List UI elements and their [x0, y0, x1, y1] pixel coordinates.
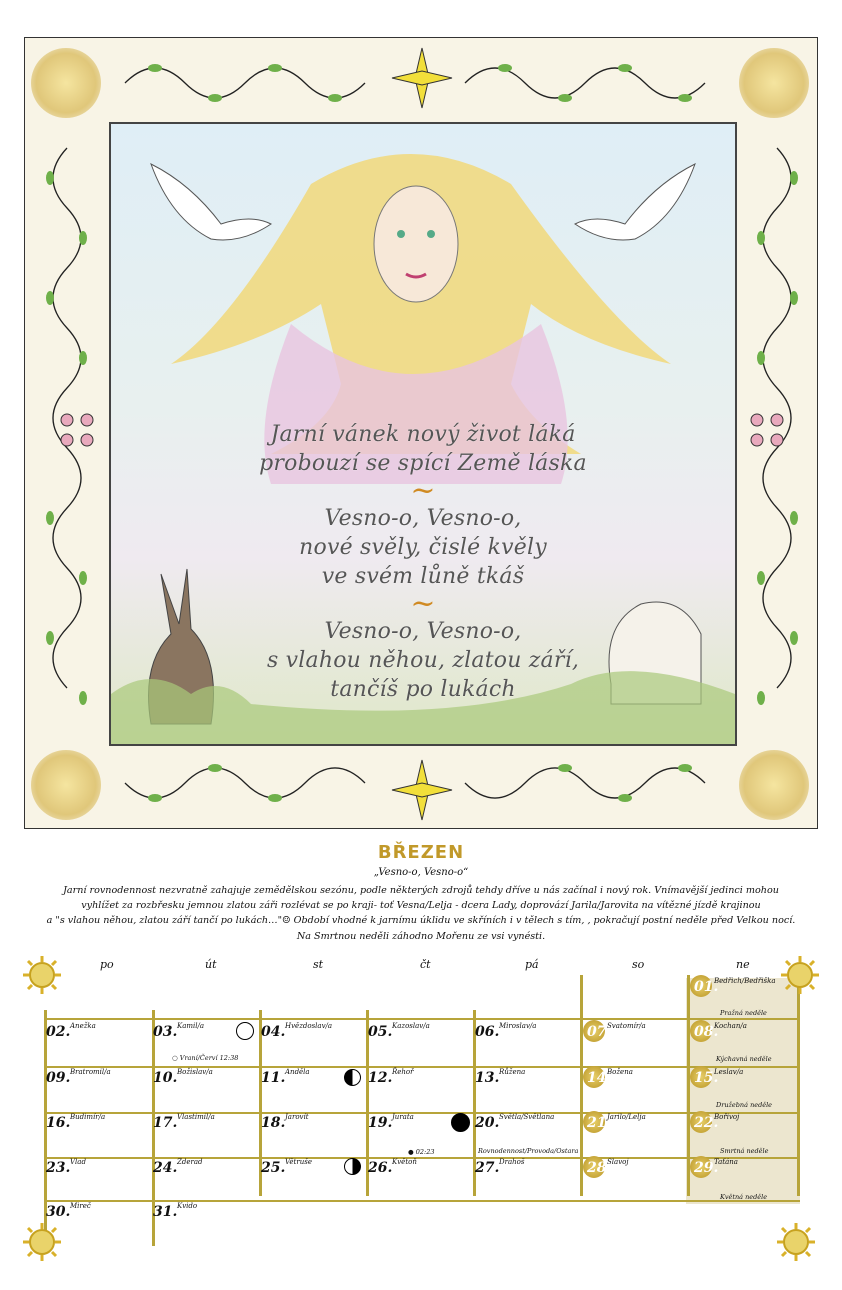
full-moon-note: ○ Vraní/Červí 12:38 — [172, 1054, 239, 1062]
poem-line: nové svěly, čislé kvěly — [299, 535, 547, 560]
sun-icon — [776, 1222, 816, 1262]
day-number: 16. — [46, 1115, 71, 1131]
day-number: 08. — [694, 1024, 719, 1040]
day-name: Květoň — [392, 1158, 417, 1166]
day-name: Miroslav/a — [499, 1022, 537, 1030]
day-cell — [153, 1066, 259, 1114]
weekday-ct: čt — [420, 958, 431, 971]
day-number: 17. — [153, 1115, 178, 1131]
day-cell — [368, 1156, 474, 1204]
day-number: 28. — [587, 1160, 612, 1176]
month-intro — [22, 883, 820, 944]
day-number: 25. — [261, 1160, 286, 1176]
day-number: 07. — [587, 1024, 612, 1040]
month-subtitle: „Vesno-o, Vesno-o“ — [373, 867, 469, 878]
day-number: 26. — [368, 1160, 393, 1176]
sunday-note: Smrtná neděle — [720, 1147, 769, 1155]
sun-face-icon — [739, 750, 809, 820]
vesna-illustration — [109, 122, 737, 746]
day-name: Vlad — [70, 1158, 86, 1166]
weekday-ne: ne — [736, 958, 750, 971]
day-number: 20. — [475, 1115, 500, 1131]
weekday-po: po — [100, 958, 114, 971]
intro-line: a "s vlahou něhou, zlatou září tančí po lukách…"☺ Období vhodné k jarnímu úklidu ve skříních i v tělech s tím, , pokračují postní neděle před Velkou nocí. — [46, 915, 796, 927]
day-number: 02. — [46, 1024, 71, 1040]
sun-icon — [22, 955, 62, 995]
day-name: Jarovít — [285, 1113, 309, 1121]
day-number: 15. — [694, 1070, 719, 1086]
day-cell — [46, 1020, 152, 1068]
new-moon-icon — [451, 1113, 470, 1132]
last-quarter-moon-icon — [344, 1069, 361, 1086]
day-number: 19. — [368, 1115, 393, 1131]
day-name: Anděla — [285, 1068, 310, 1076]
weekday-ut: út — [205, 958, 217, 971]
day-number: 09. — [46, 1070, 71, 1086]
day-name: Větruše — [285, 1158, 312, 1166]
day-number: 04. — [261, 1024, 286, 1040]
sunday-note: Květná neděle — [720, 1193, 768, 1201]
day-name: Božena — [607, 1068, 633, 1076]
day-number: 10. — [153, 1070, 178, 1086]
grid-line — [797, 975, 800, 1196]
day-number: 22. — [694, 1115, 719, 1131]
day-number: 14. — [587, 1070, 612, 1086]
day-cell — [153, 1156, 259, 1204]
day-name: Jurata — [392, 1113, 414, 1121]
day-number: 29. — [694, 1160, 719, 1176]
poem-separator: ~ — [410, 586, 436, 621]
day-name: Jarilo/Lelja — [607, 1113, 646, 1121]
day-name: Hvězdoslav/a — [285, 1022, 333, 1030]
day-name: Taťána — [714, 1158, 738, 1166]
day-name: Kazoslav/a — [392, 1022, 430, 1030]
day-name: Svatomír/a — [607, 1022, 646, 1030]
sun-face-icon — [31, 48, 101, 118]
day-name: Bratromil/a — [70, 1068, 111, 1076]
sunday-note: Pražná neděle — [720, 1009, 767, 1017]
month-title: BŘEZEN — [377, 842, 465, 863]
day-name: Drahoš — [499, 1158, 525, 1166]
weekday-pa: pá — [525, 958, 539, 971]
day-cell — [583, 1111, 689, 1159]
day-number: 30. — [46, 1204, 71, 1220]
poem-line: Jarní vánek nový život láká — [270, 422, 576, 447]
intro-line: Na Smrtnou neděli záhodno Mořenu ze vsi vynésti. — [296, 930, 546, 942]
sunday-note: Družebná neděle — [716, 1101, 773, 1109]
day-name: Leslav/a — [714, 1068, 744, 1076]
day-name: Bedřich/Bedřiška — [714, 977, 776, 985]
day-cell — [583, 1020, 689, 1068]
poem-line: tančíš po lukách — [330, 677, 516, 702]
poem-separator: ~ — [410, 473, 436, 508]
day-name: Růžena — [499, 1068, 526, 1076]
day-number: 24. — [153, 1160, 178, 1176]
sunday-note: Kýchavná neděle — [716, 1055, 772, 1063]
day-name: Řehoř — [392, 1068, 414, 1076]
day-cell — [475, 1020, 581, 1068]
poem-line: probouzí se spící Země láska — [259, 451, 587, 476]
full-moon-time: Vraní/Červí 12:38 — [179, 1054, 239, 1062]
weekday-st: st — [313, 958, 324, 971]
day-cell — [46, 1111, 152, 1159]
day-cell — [475, 1156, 581, 1204]
day-number: 05. — [368, 1024, 393, 1040]
day-number: 27. — [475, 1160, 500, 1176]
intro-line: vyhlížet za rozbřesku jemnou zlatou záři rozlévat se po kraji- toť Vesna/Lelja - dcera Lady, doprovází Jarila/Jarovita na vítězné jízdě krajinou — [81, 900, 761, 912]
illustration-frame — [24, 37, 818, 829]
day-number: 18. — [261, 1115, 286, 1131]
day-cell — [153, 1200, 259, 1248]
full-moon-icon — [236, 1022, 254, 1040]
day-cell — [583, 1066, 689, 1114]
day-name: Zderad — [177, 1158, 203, 1166]
day-number: 13. — [475, 1070, 500, 1086]
poem-line: ve svém lůně tkáš — [321, 564, 525, 589]
day-name: Slavoj — [607, 1158, 629, 1166]
day-cell — [153, 1111, 259, 1159]
day-number: 06. — [475, 1024, 500, 1040]
poem-line: s vlahou něhou, zlatou září, — [266, 648, 580, 673]
day-name: Božislav/a — [177, 1068, 213, 1076]
day-name: Anežka — [70, 1022, 96, 1030]
day-cell — [368, 1066, 474, 1114]
day-cell — [583, 1156, 689, 1204]
day-number: 11. — [261, 1070, 286, 1086]
equinox-note: Rovnodennost/Provoda/Ostara — [478, 1147, 579, 1155]
day-number: 12. — [368, 1070, 393, 1086]
day-cell — [46, 1156, 152, 1204]
weekday-so: so — [632, 958, 645, 971]
day-name: Kamil/a — [177, 1022, 205, 1030]
day-number: 31. — [153, 1204, 178, 1220]
day-number: 23. — [46, 1160, 71, 1176]
moon-face-icon — [739, 48, 809, 118]
poem-line: Vesno-o, Vesno-o, — [324, 619, 522, 644]
new-moon-time: 02:23 — [415, 1148, 435, 1156]
day-name: Budimír/a — [70, 1113, 106, 1121]
day-cell — [368, 1020, 474, 1068]
first-quarter-moon-icon — [344, 1158, 361, 1175]
day-number: 21. — [587, 1115, 612, 1131]
day-name: Světla/Světlana — [499, 1113, 555, 1121]
day-name: Kochan/a — [714, 1022, 747, 1030]
moon-face-icon — [31, 750, 101, 820]
day-name: Kvido — [177, 1202, 198, 1210]
day-number: 03. — [153, 1024, 178, 1040]
day-cell — [46, 1066, 152, 1114]
day-cell — [261, 1020, 367, 1068]
new-moon-time-note: ● 02:23 — [408, 1148, 435, 1156]
day-cell — [475, 1066, 581, 1114]
day-name: Vlastimil/a — [177, 1113, 215, 1121]
poem-line: Vesno-o, Vesno-o, — [324, 506, 522, 531]
poem — [151, 420, 695, 704]
day-cell — [46, 1200, 152, 1248]
day-name: Mireč — [70, 1202, 91, 1210]
day-name: Bořivoj — [714, 1113, 740, 1121]
day-number: 01. — [694, 979, 719, 995]
day-cell — [261, 1111, 367, 1159]
intro-line: Jarní rovnodennost nezvratně zahajuje zemědělskou sezónu, podle některých zdrojů tehdy dříve u nás začínal i nový rok. Vnímavější jedinci mohou — [63, 885, 779, 896]
